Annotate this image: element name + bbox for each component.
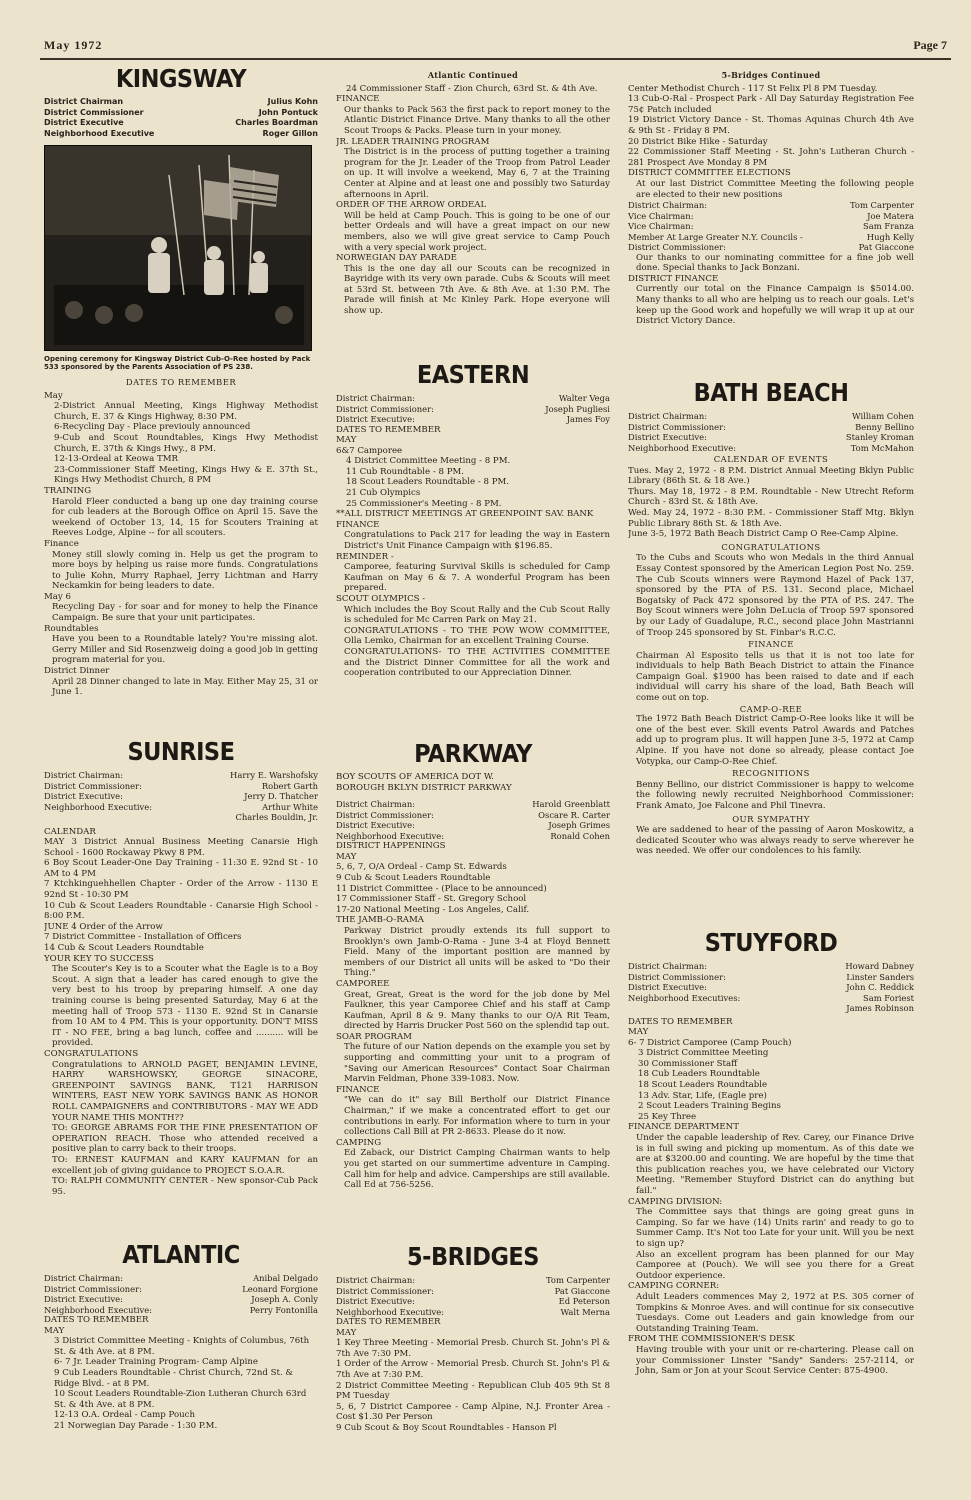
roster-row: James Robinson [846,1003,914,1013]
roster-row: District Executive Charles Boardman [44,118,318,127]
section-title: KINGSWAY [115,64,247,93]
roster-row: District Executive: Joseph Grimes [336,820,610,831]
roster-row: District Executive: Ed Peterson [336,1296,610,1306]
section-title: PARKWAY [414,739,532,768]
eastern-section: EASTERN District Chairman: Walter Vega District Commissioner: Joseph Pugliesi District Executive: James Foy DATES TO REMEMBER MAY 6&7 Camporee 4 District Committee Meeting - 8 PM. 11 Cub Roundtable - 8 PM. 18 Scout Leaders Roundtable - 8 PM. 21 Cub Olympics 25 Commissioner's Meeting - 8 PM. **ALL DISTRICT MEETINGS AT GREENPOINT SAV. BANK FINANCE Congratulations to Pack 217 for leading the way in Eastern District's Unit Finance Campaign with $196.85. REMINDER - Camporee, featuring Survival Skills is scheduled for Camp Kaufman on May 6 & 7. A wonderful Program has been prepared. SCOUT OLYMPICS - Which includes the Boy Scout Rally and the Cub Scout Rally is scheduled for Mc Carren Park on May 21. CONGRATULATIONS - TO THE POW WOW COMMITTEE, Olla Lemko, Chairman for an excellent Training Course. CONGRATULATIONS- TO THE ACTIVITIES COMMITTEE and the District Dinner Committee for all the work and cooperation contributed to our Appreciation Dinner. [336,360,610,679]
section-title: SUNRISE [127,737,235,766]
roster-row: District Executive: Joseph A. Conly [44,1294,318,1304]
roster-row: District Commissioner John Pontuck [44,107,318,117]
header-rule [40,58,951,60]
issue-date: May 1972 [44,38,103,52]
roster-row: District Chairman Julius Kohn [44,97,318,106]
roster-row: Neighborhood Executive: Tom McMahon [628,442,914,453]
roster [336,1275,610,1317]
roster-row: District Commissioner: Robert Garth [44,780,318,791]
roster-row: District Commissioner: Benny Bellino [628,421,914,432]
sunrise-section: SUNRISE District Chairman: Harry E. Warshofsky District Commissioner: Robert Garth District Executive: Jerry D. Thatcher Neighborhood Executive: Arthur White Charles Bouldin, Jr. CALENDAR MAY 3 District Annual Business Meeting Canarsie High School - 1600 Rockaway Pkwy 8 PM. 6 Boy Scout Leader-One Day Training - 11:30 E. 92nd St - 10 AM to 4 PM 7 Ktchkinguehhellen Chapter - Order of the Arrow - 1130 E 92nd St - 10:30 PM 10 Cub & Scout Leaders Roundtable - Canarsie High School - 8:00 P.M. JUNE 4 Order of the Arrow 7 District Committee - Installation of Officers 14 Cub & Scout Leaders Roundtable YOUR KEY TO SUCCESS The Scouter's Key is to a Scouter what the Eagle is to a Boy Scout. A sign that a leader has cared enough to give the very best to his troop by preparing himself. A one day training course is being presented Saturday, May 6 at the meeting hall of Troop 573 - 1130 E. 92nd St in Canarsie from 10 AM to 4 PM. This is your opportunity. DON'T MISS IT - NO FEE, bring a bag lunch, coffee and .......... will be provided. CONGRATULATIONS Congratulations to ARNOLD PAGET, BENJAMIN LEVINE, HARRY WARSHOWSKY, GEORGE SINACORE, GREENPOINT SAVINGS BANK, T121 HARRISON WINTERS, EAST NEW YORK SAVINGS BANK AS HONOR ROLL CAMPAIGNERS and CONTRIBUTORS - MAY WE ADD YOUR NAME THIS MONTH?? TO: GEORGE ABRAMS FOR THE FINE PRESENTATION OF OPERATION REACH. Those who attended received a positive plan to carry back to their troops. TO: ERNEST KAUFMAN and KARY KAUFMAN for an excellent job of giving guidance to PROJECT S.O.A.R. TO: RALPH COMMUNITY CENTER - New sponsor-Cub Pack 95. [44,737,318,1197]
roster-row: District Chairman: William Cohen [628,411,914,421]
roster-row: District Commissioner: Pat Giaccone [628,242,914,253]
roster [336,799,610,841]
continued-heading: Atlantic Continued [427,70,519,80]
roster-row: Vice Chairman: Joe Matera [628,210,914,221]
continued-heading: 5-Bridges Continued [721,70,821,80]
roster-row: District Commissioner: Oscare R. Carter [336,809,610,820]
roster [44,1273,318,1315]
roster-row: District Chairman: Tom Carpenter [628,200,914,211]
five-bridges-section: 5-BRIDGES District Chairman: Tom Carpenter District Commissioner: Pat Giaccone District Executive: Ed Peterson Neighborhood Executive: Walt Merna DATES TO REMEMBER MAY 1 Key Three Meeting - Memorial Presb. Church St. John's Pl & 7th Ave 7:30 PM. 1 Order of the Arrow - Memorial Presb. Church St. John's Pl & 7th Ave at 7:30 P.M. 2 District Committee Meeting - Republican Club 405 9th St 8 PM Tuesday 5, 6, 7 District Camporee - Camp Alpine, N.J. Fronter Area - Cost $1.30 Per Person 9 Cub Scout & Boy Scout Roundtables - Hanson Pl [336,1242,610,1433]
roster-row: District Executive: James Foy [336,414,610,424]
roster-row: Neighborhood Executive Roger Gillon [44,128,318,138]
ceremony-photo [44,145,312,351]
roster-row: Neighborhood Executive: Arthur White [44,801,318,812]
roster-row: District Executive: Jerry D. Thatcher [44,791,318,801]
five-bridges-continued-section: 5-Bridges Continued Center Methodist Church - 117 St Felix Pl 8 PM Tuesday. 13 Cub-O-Ral - Prospect Park - All Day Saturday Registration Fee 75¢ Patch included 19 District Victory Dance - St. Thomas Aquinas Church 4th Ave & 9th St - Friday 8 PM. 20 District Bike Hike - Saturday 22 Commissioner Staff Meeting - St. John's Lutheran Church - 281 Prospect Ave Monday 8 PM DISTRICT COMMITTEE ELECTIONS At our last District Committee Meeting the following people are elected to their new positions District Chairman: Tom Carpenter Vice Chairman: Joe Matera Vice Chairman: Sam Franza Member At Large Greater N.Y. Councils - Hugh Kelly District Commissioner: Pat Giaccone Our thanks to our nominating committee for a fine job well done. Special thanks to Jack Bonzani. DISTRICT FINANCE Currently our total on the Finance Campaign is $5014.00. Many thanks to all who are helping us to reach our goals. Let's keep up the Good work and hopefully we will wrap it up at our District Victory Dance. [628,70,914,327]
roster-row: Vice Chairman: Sam Franza [628,221,914,232]
subheading: RECOGNITIONS [732,768,810,779]
roster [44,770,318,823]
roster-row: District Chairman: Howard Dabney [628,961,914,971]
parkway-section: PARKWAY BOY SCOUTS OF AMERICA DOT W. BOROUGH BKLYN DISTRICT PARKWAY District Chairman: Harold Greenblatt District Commissioner: Oscare R. Carter District Executive: Joseph Grimes Neighborhood Executive: Ronald Cohen DISTRICT HAPPENINGS MAY 5, 6, 7, O/A Ordeal - Camp St. Edwards 9 Cub & Scout Leaders Roundtable 11 District Committee - (Place to be announced) 17 Commissioner Staff - St. Gregory School 17-20 National Meeting - Los Angeles, Calif. THE JAMB-O-RAMA Parkway District proudly extends its full support to Brooklyn's own Jamb-O-Rama - June 3-4 at Floyd Bennett Field. Many of the important position are manned by members of our District all units will be asked to "Do their Thing." CAMPOREE Great, Great, Great is the word for the job done by Mel Faulkner, this year Camporee Chief and his staff at Camp Kaufman, April 8 & 9. Many thanks to our O/A Rit Team, directed by Harris Drucker Post 560 on the splendid tap out. SOAR PROGRAM The future of our Nation depends on the example you set by supporting and committing your unit to a program of "Saving our American Resources" Contact Soar Chairman Marvin Feldman, Phone 339-1083. Now. FINANCE "We can do it" say Bill Bertholf our District Finance Chairman," if we make a concentrated effort to get our contributions in early. For information where to turn in your collections Call Bill at PR 2-8633. Please do it now. CAMPING Ed Zaback, our District Camping Chairman wants to help you get started on our summertime adventure in Camping. Call him for help and advice. Camperships are still available. Call Ed at 756-5256. [336,739,610,1191]
roster [336,393,610,425]
subheading: CONGRATULATIONS [721,541,821,552]
subheading: OUR SYMPATHY [732,813,810,824]
roster-row: District Chairman: Walter Vega [336,393,610,403]
roster-row: District Chairman: Tom Carpenter [336,1275,610,1285]
roster-row: District Chairman: Harold Greenblatt [336,799,610,810]
subheading: CALENDAR OF EVENTS [713,454,829,464]
roster-row: Neighborhood Executives: Sam Foriest [628,992,914,1003]
section-title: 5-BRIDGES [406,1242,539,1271]
subheading: CAMP-O-REE [739,703,803,714]
roster-row: Neighborhood Executive: Perry Fontonilla [44,1304,318,1315]
roster [628,411,914,453]
roster-row: District Commissioner: Pat Giaccone [336,1285,610,1296]
roster-row: Charles Bouldin, Jr. [235,812,318,822]
atlantic-continued-section: Atlantic Continued 24 Commissioner Staff - Zion Church, 63rd St. & 4th Ave. FINANCE Our thanks to Pack 563 the first pack to report money to the Atlantic District Finance Drive. Many thanks to all the other Scout Troops & Packs. Please turn in your money. JR. LEADER TRAINING PROGRAM The District is in the process of putting together a training program for the Jr. Leader of the Troop from Patrol Leader on up. It will involve a weekend, May 6, 7 at the Training Center at Alpine and at least one and possibly two Saturday afternoons in April. ORDER OF THE ARROW ORDEAL Will be held at Camp Pouch. This is going to be one of our better Ordeals and will have a great impact on our new members, also we will give great service to Camp Pouch with a very special work project. NORWEGIAN DAY PARADE This is the one day all our Scouts can be recognized in Bayridge with its very own parade. Cubs & Scouts will meet at 53rd St. between 7th Ave. & 8th Ave. at 1:30 P.M. The Parade will finish at Mc Kinley Park. Hope everyone will show up. [336,70,610,317]
section-title: EASTERN [416,360,530,389]
photo-illustration [44,145,312,351]
bath-beach-section: BATH BEACH District Chairman: William Cohen District Commissioner: Benny Bellino District Executive: Stanley Kroman Neighborhood Executive: Tom McMahon CALENDAR OF EVENTS Tues. May 2, 1972 - 8 P.M. District Annual Meeting Bklyn Public Library (86th St. & 18 Ave.) Thurs. May 18, 1972 - 8 P.M. Roundtable - New Utrecht Reform Church - 83rd St. & 18th Ave. Wed. May 24, 1972 - 8:30 P.M. - Commissioner Staff Mtg. Bklyn Public Library 86th St. & 18th Ave. June 3-5, 1972 Bath Beach District Camp O Ree-Camp Alpine. CONGRATULATIONS To the Cubs and Scouts who won Medals in the third Annual Essay Contest sponsored by the American Legion Post No. 259. The Cub Scouts winners were Raymond Hazel of Pack 137, sponsored by the PTA of P.S. 131. Second place, Michael Bogatsky of Pack 472 sponsored by the PTA of P.S. 247. The Boy Scout winners were John DeLucia of Troop 597 sponsored by our Lady of Guadalupe, R.C., second place John Mastrianni of Troop 245 sponsored by St. Finbar's R.C.C. FINANCE Chairman Al Esposito tells us that it is not too late for individuals to help Bath Beach District to attain the Finance Campaign Goal. $1900 has been raised to date and if each individual will carry his share of the load, Bath Beach will come out on top. CAMP-O-REE The 1972 Bath Beach District Camp-O-Ree looks like it will be one of the best ever. Skill events Patrol Awards and Patches add up to program plus. It will happen June 3-5, 1972 at Camp Alpine. If you have not done so already, please contact Joe Votypka, our Camp-O-Ree Chief. RECOGNITIONS Benny Bellino, our district Commissioner is happy to welcome the following newly recruited Neighborhood Commissioner: Frank Amato, Joe Falcone and Phil Tinevra. OUR SYMPATHY We are saddened to hear of the passing of Aaron Moskowitz, a dedicated Scouter who was always ready to serve wherever he was needed. We offer our condolences to his family. [628,378,914,857]
section-title: ATLANTIC [122,1240,240,1269]
roster [44,97,318,139]
roster-row: Neighborhood Executive: Ronald Cohen [336,830,610,841]
atlantic-section: ATLANTIC District Chairman: Anibal Delgado District Commissioner: Leonard Forgione District Executive: Joseph A. Conly Neighborhood Executive: Perry Fontonilla DATES TO REMEMBER MAY 3 District Committee Meeting - Knights of Columbus, 76th St. & 4th Ave. at 8 PM. 6- 7 Jr. Leader Training Program- Camp Alpine 9 Cub Leaders Roundtable - Christ Church, 72nd St. & Ridge Blvd. - at 8 PM. 10 Scout Leaders Roundtable-Zion Lutheran Church 63rd St. & 4th Ave. at 8 PM. 12-13 O.A. Ordeal - Camp Pouch 21 Norwegian Day Parade - 1:30 P.M. [44,1240,318,1431]
roster [628,961,914,1014]
subheading: FINANCE [748,639,794,650]
page-number: Page 7 [913,38,947,52]
roster-row: Neighborhood Executive: Walt Merna [336,1306,610,1317]
photo-caption: Opening ceremony for Kingsway District Cub-O-Ree hosted by Pack 533 sponsored by the Parents Association of PS 238. [44,355,311,371]
roster-row: District Chairman: Anibal Delgado [44,1273,318,1283]
roster-row: District Chairman: Harry E. Warshofsky [44,770,318,780]
roster-row: District Executive: Stanley Kroman [628,432,914,442]
section-title: BATH BEACH [693,378,849,407]
roster-row: District Commissioner: Linster Sanders [628,971,914,982]
roster-row: District Commissioner: Leonard Forgione [44,1283,318,1294]
page-header [0,6,971,54]
roster-row: District Commissioner: Joseph Pugliesi [336,403,610,414]
stuyford-section: STUYFORD District Chairman: Howard Dabney District Commissioner: Linster Sanders District Executive: John C. Reddick Neighborhood Executives: Sam Foriest James Robinson DATES TO REMEMBER MAY 6- 7 District Camporee (Camp Pouch) 3 District Committee Meeting 30 Commissioner Staff 18 Cub Leaders Roundtable 18 Scout Leaders Roundtable 13 Adv. Star, Life, (Eagle pre) 2 Scout Leaders Training Begins 25 Key Three FINANCE DEPARTMENT Under the capable leadership of Rev. Carey, our Finance Drive is in full swing and picking up momentum. As of this date we are at $3200.00 and counting. We are hopeful by the time that this publication reaches you, we have celebrated our Victory Meeting. "Remember Stuyford District can do anything but fail." CAMPING DIVISION: The Committee says that things are going great guns in Camping. So far we have (14) Units rarin' and ready to go to Summer Camp. It's Not too Late for your unit. Will you be next to sign up? Also an excellent program has been planned for our May Camporee at (Pouch). We will see you there for a Great Outdoor experience. CAMPING CORNER: Adult Leaders commences May 2, 1972 at P.S. 305 corner of Tompkins & Monroe Aves. and will continue for six consecutive Tuesdays. Come out Leaders and gain knowledge from our Outstanding Training Team. FROM THE COMMISSIONER'S DESK Having trouble with your unit or re-chartering. Please call on your Commissioner Linster "Sandy" Sanders: 257-2114, or John, Sam or Jon at your Scout Service Center: 875-4900. [628,928,914,1377]
roster [628,200,914,253]
subheading: DATES TO REMEMBER [125,377,237,387]
roster-row: Member At Large Greater N.Y. Councils - Hugh Kelly [628,231,914,242]
section-title: STUYFORD [704,928,838,957]
kingsway-section: KINGSWAY District Chairman Julius Kohn District Commissioner John Pontuck District Executive Charles Boardman Neighborhood Executive Roger Gillon Opening ceremony for Kingsway District Cub-O-Ree hosted by Pack 533 sponsored by the Parents Association of PS 238. DATES TO REMEMBER May 2-District Annual Meeting, Kings Highway Methodist Church, E. 37 & Kings Highway, 8:30 PM. 6-Recycling Day - Place previouly announced 9-Cub and Scout Roundtables, Kings Hwy Methodist Church, E. 37th & Kings Hwy., 8 PM. 12-13-Ordeal at Keowa TMR 23-Commissioner Staff Meeting, Kings Hwy & E. 37th St., Kings Hwy Methodist Church, 8 PM TRAINING Harold Fleer conducted a bang up one day training course for cub leaders at the Borough Office on April 15. Save the weekend of October 13, 14, 15 for Scouters Training at Reeves Lodge, Alpine -- for all scouters. Finance Money still slowly coming in. Help us get the program to more boys by helping us raise more funds. Congratulations to Julie Kohn, Murry Raphael, Jerry Lichtman and Harry Neckamkin for being leaders to date. May 6 Recycling Day - for soar and for money to help the Finance Campaign. Be sure that your unit participates. Roundtables Have you been to a Roundtable lately? You're missing alot. Gerry Miller and Sid Rosenzweig doing a good job in getting program material for you. District Dinner April 28 Dinner changed to late in May. Either May 25, 31 or June 1. [44,64,318,698]
roster-row: District Executive: John C. Reddick [628,982,914,992]
